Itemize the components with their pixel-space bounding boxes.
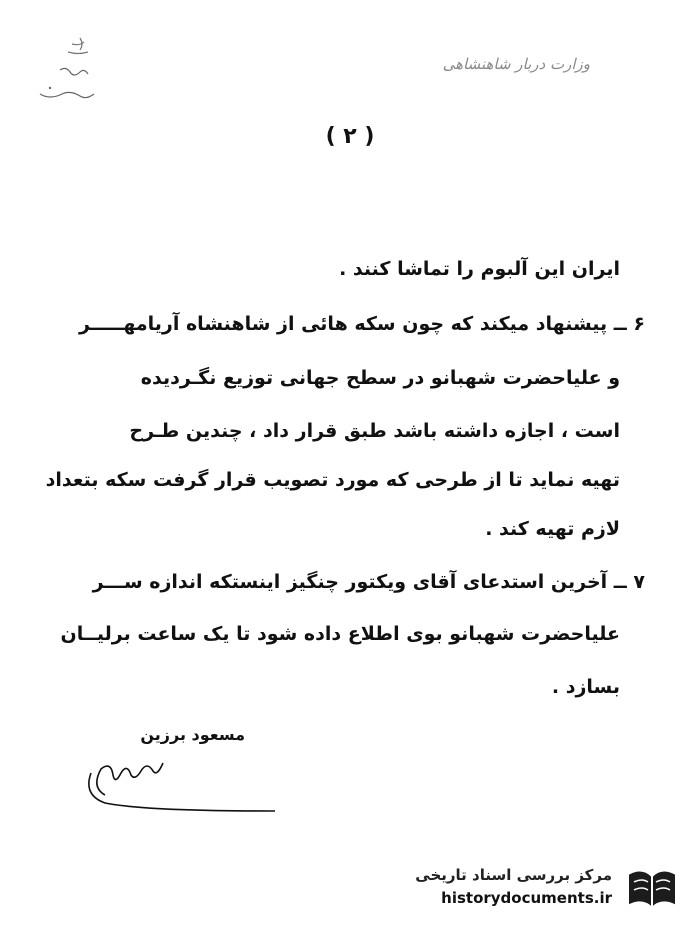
body-line: ۶ ــ پیشنهاد میکند که چون سکه هائی از شاهنشاه آریامهـــــر: [79, 313, 645, 335]
page-number: ( ۲ ): [325, 124, 375, 149]
body-line: ایران این آلبوم را تماشا کنند .: [339, 258, 620, 280]
body-line: تهیه نماید تا از طرحی که مورد تصویب قرار گرفت سکه بتعداد: [45, 469, 620, 491]
handwritten-marginal-note-icon: [20, 30, 110, 120]
body-line: بسازد .: [551, 676, 620, 698]
signatory-name: مسعود برزین: [140, 725, 245, 744]
watermark-title: مرکز بررسی اسناد تاریخی: [415, 866, 612, 884]
body-line: و علیاحضرت شهبانو در سطح جهانی توزیع نگـردیده: [140, 367, 620, 389]
body-line: ۷ ــ آخرین استدعای آقای ویکتور چنگیز اینستکه اندازه ســـر: [92, 571, 645, 593]
letterhead-faint: وزارت دربار شاهنشاهی: [442, 55, 590, 73]
body-line: علیاحضرت شهبانو بوی اطلاع داده شود تا یک ساعت برلیــان: [60, 623, 620, 645]
body-line: است ، اجازه داشته باشد طبق قرار داد ، چندین طـرح: [129, 420, 620, 442]
body-line: لازم تهیه کند .: [485, 518, 620, 540]
signature-icon: [85, 745, 285, 820]
archive-watermark: [410, 862, 690, 917]
book-emblem-icon: [622, 864, 682, 914]
watermark-url: historydocuments.ir: [441, 889, 612, 907]
